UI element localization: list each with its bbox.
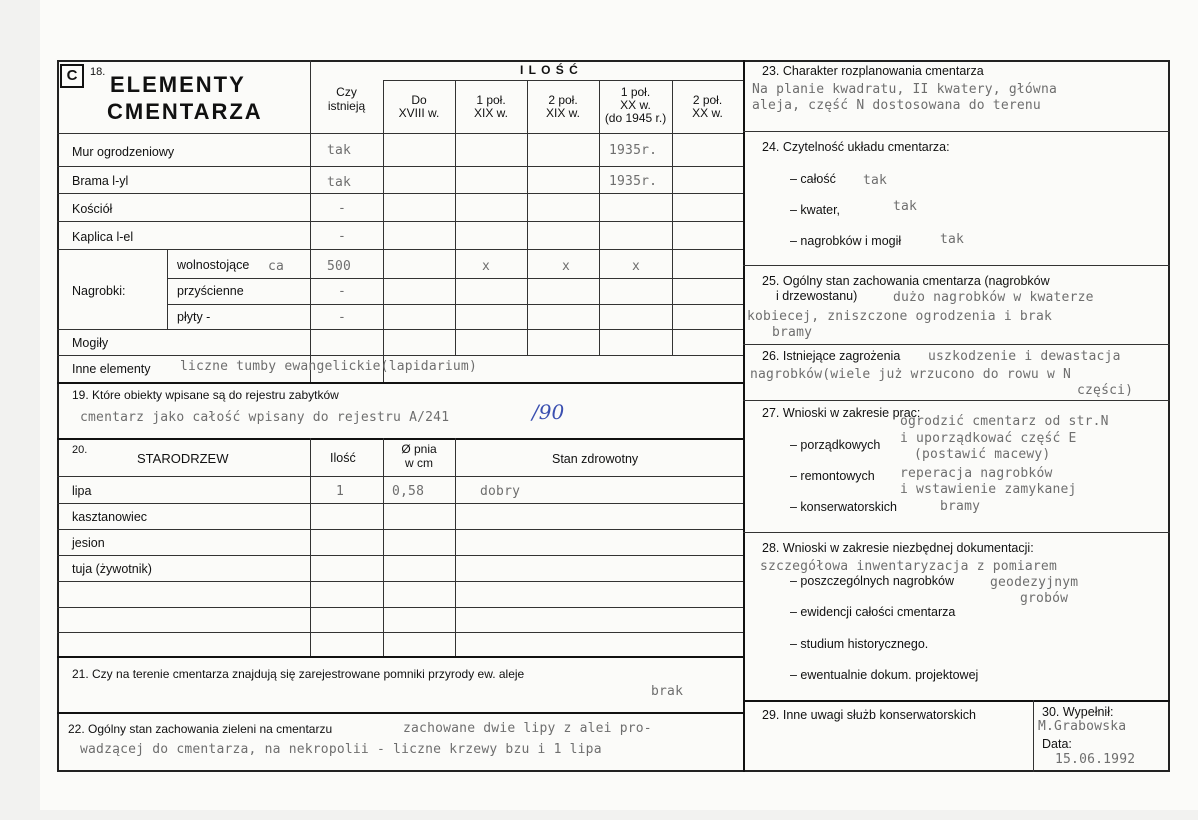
poszczegolnych-label: – poszczególnych nagrobków — [790, 574, 954, 588]
col-header-1pol-xix: 1 poł. XIX w. — [473, 93, 508, 120]
brama-date: 1935r. — [609, 174, 658, 189]
mur-exists: tak — [327, 143, 352, 158]
inne-value: liczne tumby ewangelickie(lapidarium) — [180, 359, 477, 374]
przyscienne-exists: - — [338, 284, 347, 299]
mark-1pol-xx: x — [632, 259, 641, 274]
section-26-label: 26. Istniejące zagrożenia — [762, 349, 901, 363]
section-23-value-1: Na planie kwadratu, II kwatery, główna — [752, 82, 1058, 97]
line-24-bottom — [743, 265, 1170, 266]
section-c-box: C — [60, 64, 84, 88]
mark-1pol-xix: x — [482, 259, 491, 274]
tree-row-kasztanowiec: kasztanowiec — [72, 510, 148, 524]
s20-line-4 — [57, 581, 743, 582]
tree-row-lipa: lipa — [72, 484, 92, 498]
section-22-value-2: wadzącej do cmentarza, na nekropolii - liczne krzewy bzu i 1 lipa — [80, 742, 602, 757]
section-19-value: cmentarz jako całość wpisany do rejestru A/241 — [80, 410, 450, 425]
brama-exists: tak — [327, 175, 352, 190]
row-line-1 — [57, 166, 743, 167]
row-line-5 — [167, 278, 743, 279]
wolnostojace-ca: ca — [268, 259, 285, 274]
line-27-bottom — [743, 532, 1170, 533]
section-28-value-3: grobów — [1020, 591, 1069, 606]
title-line1: ELEMENTY — [110, 72, 246, 97]
row-mur: Mur ogrodzeniowy — [72, 145, 175, 159]
section-25-value-2: kobiecej, zniszczone ogrodzenia i brak — [747, 309, 1053, 324]
section-27-value-4: reperacja nagrobków — [900, 466, 1053, 481]
col-header-2pol-xix: 2 poł. XIX w. — [545, 93, 580, 120]
studium-label: – studium historycznego. — [790, 637, 929, 651]
section-27-value-6: bramy — [940, 499, 981, 514]
tree-row-jesion: jesion — [72, 536, 105, 550]
tree-lipa-health: dobry — [480, 484, 521, 499]
s20-line-0 — [57, 476, 743, 477]
section-27-value-1: ogrodzić cmentarz od str.N — [900, 414, 1109, 429]
section-26-value-1: uszkodzenie i dewastacja — [928, 349, 1121, 364]
section-27-value-2: i uporządkować część E — [900, 431, 1077, 446]
filled-by-name: M.Grabowska — [1038, 719, 1127, 734]
row-mogily: Mogiły — [72, 336, 109, 350]
remontowych-label: – remontowych — [790, 469, 875, 483]
row-line-3 — [57, 221, 743, 222]
row-kosciol: Kościół — [72, 202, 113, 216]
line-26-bottom — [743, 400, 1170, 401]
section-28-label: 28. Wnioski w zakresie niezbędnej dokumentacji: — [762, 541, 1034, 555]
col-line-1 — [383, 80, 384, 383]
section-25-label-2: i drzewostanu) — [776, 289, 858, 303]
section-23-label: 23. Charakter rozplanowania cmentarza — [762, 64, 984, 78]
row-inne: Inne elementy — [72, 362, 151, 376]
section-28-value-2: geodezyjnym — [990, 575, 1079, 590]
s20-col-1 — [310, 438, 311, 656]
section-30-label: 30. Wypełnił: — [1042, 705, 1114, 719]
center-divider — [743, 60, 745, 772]
s20-col-2 — [383, 438, 384, 656]
s20-line-6 — [57, 632, 743, 633]
section-22-label: 22. Ogólny stan zachowania zieleni na cmentarzu — [68, 722, 333, 736]
row-line-2 — [57, 193, 743, 194]
date-value: 15.06.1992 — [1055, 752, 1136, 767]
title-line2: CMENTARZA — [107, 99, 263, 124]
col-exists-header: Czy istnieją — [327, 85, 366, 113]
porzadkowych-label: – porządkowych — [790, 438, 881, 452]
s20-line-3 — [57, 555, 743, 556]
kosciol-exists: - — [338, 201, 347, 216]
nagrobkow-value: tak — [940, 232, 965, 247]
row-wolnostojace: wolnostojące — [177, 258, 250, 272]
section-25-value-1: dużo nagrobków w kwaterze — [893, 290, 1094, 305]
row-line-8 — [57, 355, 743, 356]
s29-s30-divider — [1033, 700, 1034, 772]
section-19-handwritten: /90 — [532, 400, 565, 424]
section-27-label: 27. Wnioski w zakresie prac: — [762, 406, 921, 420]
section-27-value-5: i wstawienie zamykanej — [900, 482, 1077, 497]
line-25-bottom — [743, 344, 1170, 345]
mur-date: 1935r. — [609, 143, 658, 158]
nagrobki-divider — [167, 249, 168, 329]
line-28-bottom — [743, 700, 1170, 702]
section-29-label: 29. Inne uwagi służb konserwatorskich — [762, 708, 977, 722]
row-kaplica: Kaplica l-el — [72, 230, 134, 244]
section-18-number: 18. — [90, 66, 106, 78]
line-20-bottom — [57, 656, 743, 658]
col-line-2 — [455, 80, 456, 355]
col-ilosc: Ilość — [330, 451, 356, 465]
nagrobkow-label: – nagrobków i mogił — [790, 234, 902, 248]
wolnostojace-count: 500 — [327, 259, 352, 274]
date-label: Data: — [1042, 737, 1072, 751]
row-line-9 — [57, 382, 743, 384]
line-19-bottom — [57, 438, 743, 440]
plyty-exists: - — [338, 310, 347, 325]
konserwatorskich-label: – konserwatorskich — [790, 500, 897, 514]
ewentualnie-label: – ewentualnie dokum. projektowej — [790, 668, 979, 682]
section-25-value-3: bramy — [772, 325, 813, 340]
s20-line-1 — [57, 503, 743, 504]
section-20-number: 20. — [72, 444, 88, 456]
ilosc-header: I L O Ś Ć — [520, 63, 579, 77]
calosc-label: – całość — [790, 172, 836, 186]
s20-col-3 — [455, 438, 456, 656]
row-line-6 — [167, 304, 743, 305]
s20-line-5 — [57, 607, 743, 608]
section-21-value: brak — [651, 684, 684, 699]
line-21-bottom — [57, 712, 743, 714]
tree-row-tuja: tuja (żywotnik) — [72, 562, 152, 576]
s20-line-2 — [57, 529, 743, 530]
mark-2pol-xix: x — [562, 259, 571, 274]
col-header-2pol-xx: 2 poł. XX w. — [692, 93, 723, 120]
kwater-label: – kwater, — [790, 203, 841, 217]
row-przyscienne: przyścienne — [177, 284, 244, 298]
line-23-bottom — [743, 131, 1170, 132]
section-24-label: 24. Czytelność układu cmentarza: — [762, 140, 950, 154]
kaplica-exists: - — [338, 229, 347, 244]
section-23-value-2: aleja, część N dostosowana do terenu — [752, 98, 1041, 113]
section-26-value-3: części) — [1077, 383, 1134, 398]
row-nagrobki: Nagrobki: — [72, 284, 126, 298]
row-plyty: płyty - — [177, 310, 211, 324]
ewidencji-label: – ewidencji całości cmentarza — [790, 605, 956, 619]
row-line-0 — [57, 133, 743, 134]
col-line-5 — [672, 80, 673, 355]
row-brama: Brama l-yl — [72, 174, 129, 188]
section-26-value-2: nagrobków(wiele już wrzucono do rowu w N — [750, 367, 1072, 382]
section-19-label: 19. Które obiekty wpisane są do rejestru zabytków — [72, 388, 339, 402]
section-21-label: 21. Czy na terenie cmentarza znajdują się zarejestrowane pomniki przyrody ew. aleje — [72, 667, 525, 681]
kwater-value: tak — [893, 199, 918, 214]
calosc-value: tak — [863, 173, 888, 188]
tree-lipa-diameter: 0,58 — [392, 484, 425, 499]
col-diameter: Ø pnia w cm — [401, 442, 437, 470]
col-header-1pol-xx: 1 poł. XX w. (do 1945 r.) — [604, 85, 667, 125]
section-27-value-3: (postawić macewy) — [914, 447, 1051, 462]
section-28-value-1: szczegółowa inwentaryzacja z pomiarem — [760, 559, 1057, 574]
col-line-3 — [527, 80, 528, 355]
col-health: Stan zdrowotny — [552, 452, 639, 466]
section-20-title: STARODRZEW — [137, 451, 229, 466]
section-25-label-1: 25. Ogólny stan zachowania cmentarza (nagrobków — [762, 274, 1050, 288]
ilosc-underline — [383, 80, 743, 81]
section-22-value-1: zachowane dwie lipy z alei pro- — [403, 721, 652, 736]
row-line-4 — [57, 249, 743, 250]
col-header-do-xviii: Do XVIII w. — [398, 93, 440, 120]
tree-lipa-qty: 1 — [336, 484, 345, 499]
row-line-7 — [57, 329, 743, 330]
